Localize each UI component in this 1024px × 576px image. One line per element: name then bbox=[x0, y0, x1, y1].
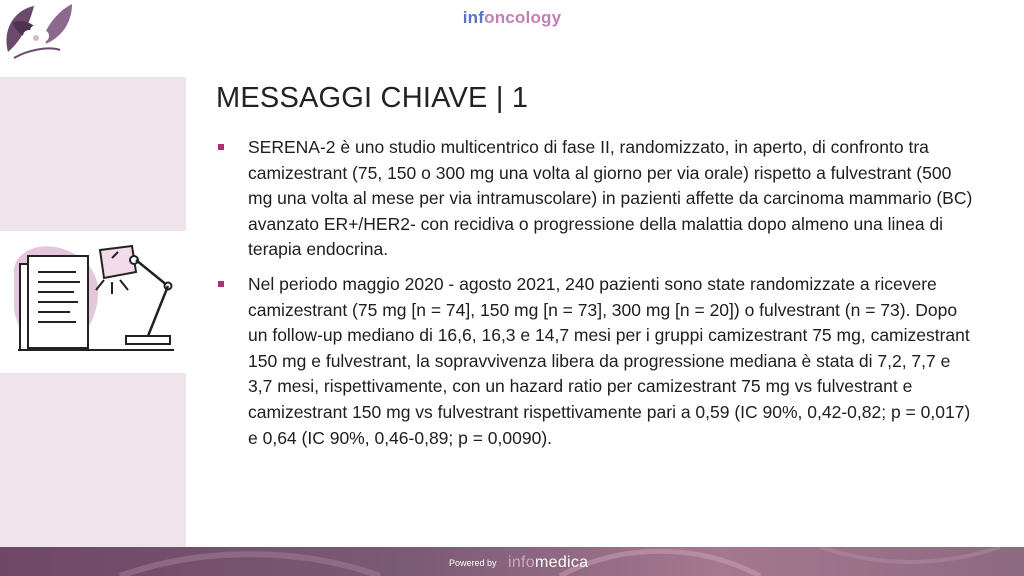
slide-title: MESSAGGI CHIAVE | 1 bbox=[216, 82, 529, 114]
bullet-text: Nel periodo maggio 2020 - agosto 2021, 240 pazienti sono state randomizzate a ricevere camizestrant (75 mg [n = 74], 150 mg [n = 73], 300 mg [n = 20]) o fulvestrant (n = 73). Dopo un follow-up mediano di 16,6, 16,3 e 14,7 mesi per i gruppi camizestrant 75 mg, camizestrant 150 mg e fulvestrant, la sopravvivenza libera da progressione mediana è stata di 7,2, 7,7 e 3,7 mesi, rispettivamente, con un hazard ratio per camizestrant 75 mg vs fulvestrant e camizestrant 150 mg vs fulvestrant rispettivamente pari a 0,59 (IC 90%, 0,42-0,82; p = 0,017) e 0,64 (IC 90%, 0,46-0,89; p = 0,0090). bbox=[248, 273, 971, 448]
footer-brand bbox=[508, 554, 588, 572]
bullet-text: SERENA-2 è uno studio multicentrico di fase II, randomizzato, in aperto, di confronto tra camizestrant (75, 150 o 300 mg una volta al giorno per via orale) rispetto a fulvestrant (500 mg una volta al mese per via intramuscolare) in pazienti affette da carcinoma mammario (BC) avanzato ER+/HER2- con recidiva o progressione della malattia dopo almeno una linea di terapia endocrina. bbox=[248, 137, 973, 260]
left-band-top bbox=[0, 77, 186, 231]
header-brand-part2: oncology bbox=[484, 8, 562, 27]
powered-by-label: Powered by bbox=[449, 558, 497, 568]
key-messages-list bbox=[216, 135, 976, 460]
header-brand-part1: inf bbox=[462, 8, 485, 27]
left-band-bottom bbox=[0, 373, 186, 547]
footer-brand-part1: info bbox=[508, 554, 535, 571]
footer-brand-part2: medica bbox=[535, 554, 589, 571]
bullet-item bbox=[216, 135, 976, 263]
desk-lamp-documents-icon bbox=[8, 238, 180, 368]
bullet-square-icon bbox=[218, 144, 224, 150]
bullet-item bbox=[216, 272, 976, 451]
header-brand bbox=[0, 8, 1024, 28]
bullet-square-icon bbox=[218, 281, 224, 287]
footer-bar bbox=[0, 547, 1024, 576]
